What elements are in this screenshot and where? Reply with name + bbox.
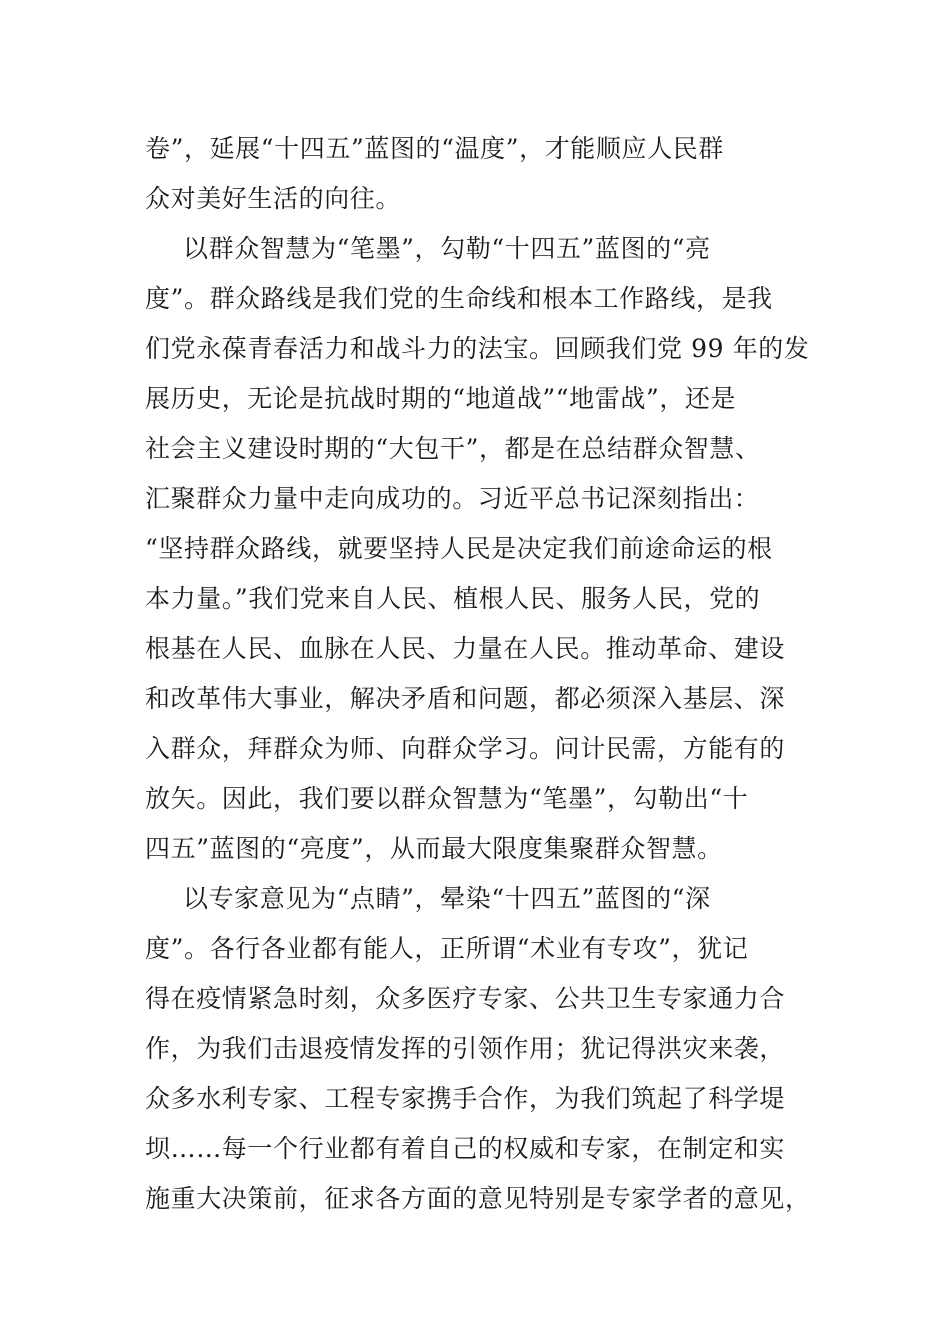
- text-line: 汇聚群众力量中走向成功的。习近平总书记深刻指出：: [145, 484, 760, 513]
- text-line: 根基在人民、血脉在人民、力量在人民。推动革命、建设: [145, 634, 786, 663]
- text-line: 度”。群众路线是我们党的生命线和根本工作路线，是我: [145, 284, 773, 313]
- text-line: 众多水利专家、工程专家携手合作，为我们筑起了科学堤: [145, 1084, 786, 1113]
- text-line: 和改革伟大事业，解决矛盾和问题，都必须深入基层、深: [145, 684, 786, 713]
- text-line: 放矢。因此，我们要以群众智慧为“笔墨”，勾勒出“十: [145, 784, 749, 813]
- text-line: 得在疫情紧急时刻，众多医疗专家、公共卫生专家通力合: [145, 984, 786, 1013]
- text-line: 卷”，延展“十四五”蓝图的“温度”，才能顺应人民群: [145, 134, 724, 163]
- paragraph-start-line: 以专家意见为“点睛”，晕染“十四五”蓝图的“深: [183, 884, 711, 913]
- text-line: 作，为我们击退疫情发挥的引领作用；犹记得洪灾来袭，: [145, 1034, 786, 1063]
- text-line: 本力量。”我们党来自人民、植根人民、服务人民，党的: [145, 584, 761, 613]
- text-line: 社会主义建设时期的“大包干”，都是在总结群众智慧、: [145, 434, 761, 463]
- text-line: 们党永葆青春活力和战斗力的法宝。回顾我们党 99 年的发: [145, 334, 810, 363]
- text-line: 坝……每一个行业都有着自己的权威和专家，在制定和实: [145, 1134, 786, 1163]
- text-line: 展历史，无论是抗战时期的“地道战”“地雷战”，还是: [145, 384, 737, 413]
- text-line: 施重大决策前，征求各方面的意见特别是专家学者的意见，: [145, 1184, 811, 1213]
- body-text: [145, 124, 811, 1224]
- text-line: 众对美好生活的向往。: [145, 184, 402, 213]
- text-line: 入群众，拜群众为师、向群众学习。问计民需，方能有的: [145, 734, 786, 763]
- paragraph-start-line: 以群众智慧为“笔墨”，勾勒“十四五”蓝图的“亮: [183, 234, 711, 263]
- text-line: 四五”蓝图的“亮度”，从而最大限度集聚群众智慧。: [145, 834, 723, 863]
- text-line: 度”。各行各业都有能人，正所谓“术业有专攻”，犹记: [145, 934, 749, 963]
- text-line: “坚持群众路线，就要坚持人民是决定我们前途命运的根: [145, 534, 773, 563]
